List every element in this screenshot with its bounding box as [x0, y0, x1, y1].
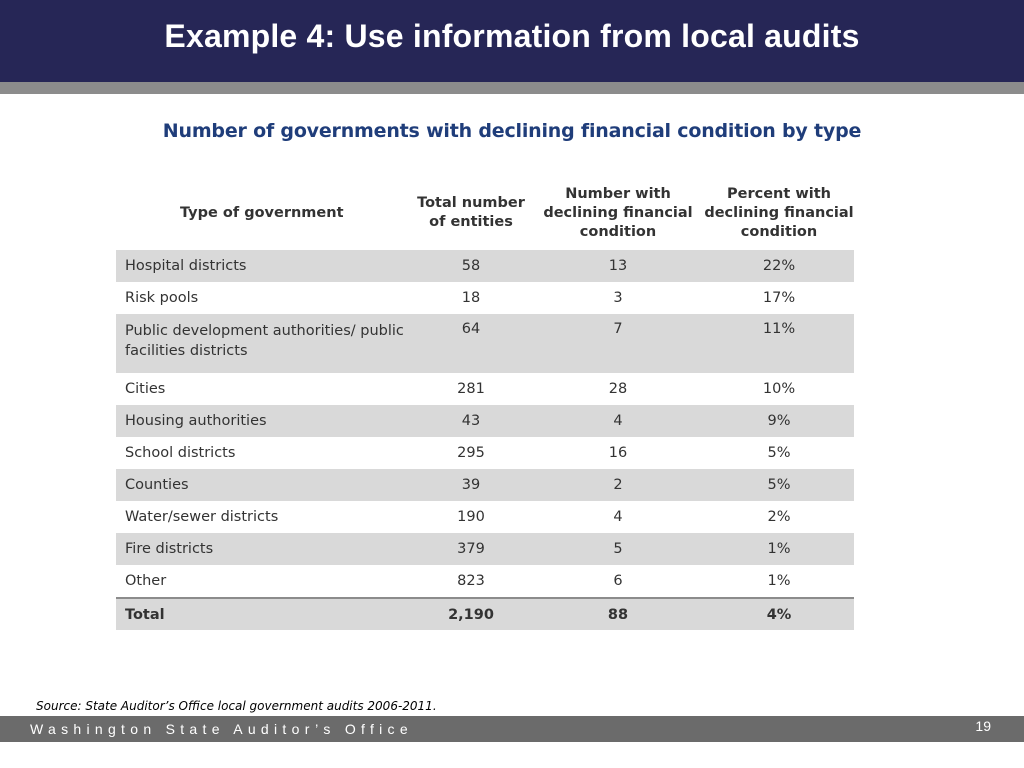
cell-type: Housing authorities	[116, 405, 410, 437]
column-header-declining: Number with declining financial condition	[532, 180, 704, 248]
cell-declining: 16	[608, 445, 628, 461]
column-header-type: Type of government	[116, 180, 410, 248]
cell-total: 43	[410, 405, 532, 437]
cell-percent: 5%	[704, 469, 854, 501]
title-bar	[0, 0, 1024, 82]
cell-total: 64	[410, 314, 532, 373]
table-row	[116, 437, 854, 469]
source-note: Source: State Auditor’s Office local government audits 2006-2011.	[36, 699, 437, 713]
cell-declining: 3	[613, 290, 623, 306]
cell-total: 281	[457, 381, 485, 397]
cell-declining: 2	[532, 469, 704, 501]
cell-type: Fire districts	[116, 533, 410, 565]
cell-percent: 5%	[767, 445, 791, 461]
cell-type: School districts	[125, 445, 236, 461]
cell-percent: 4%	[704, 598, 854, 630]
table-row	[116, 565, 854, 598]
cell-type: Hospital districts	[116, 248, 410, 282]
cell-percent: 10%	[762, 381, 796, 397]
cell-declining: 5	[532, 533, 704, 565]
slide-title: Example 4: Use information from local audits	[164, 18, 860, 54]
table-row	[116, 533, 854, 565]
cell-percent: 9%	[704, 405, 854, 437]
cell-declining: 4	[613, 509, 623, 525]
footer-organization: Washington State Auditor’s Office	[30, 721, 413, 737]
cell-declining: 7	[532, 314, 704, 373]
cell-declining: 28	[608, 381, 628, 397]
cell-percent: 1%	[704, 533, 854, 565]
table-row	[116, 469, 854, 501]
table-row	[116, 314, 854, 373]
cell-total: 39	[410, 469, 532, 501]
cell-percent: 17%	[762, 290, 796, 306]
cell-type: Public development authorities/ public facilities districts	[116, 314, 410, 373]
cell-total: 58	[410, 248, 532, 282]
cell-percent: 1%	[767, 573, 791, 589]
cell-type: Cities	[125, 381, 166, 397]
cell-total: 2,190	[410, 598, 532, 630]
cell-declining: 13	[532, 248, 704, 282]
cell-percent: 2%	[767, 509, 791, 525]
footer-bar	[0, 716, 1024, 742]
title-divider	[0, 82, 1024, 94]
table-row	[116, 248, 854, 282]
table-row	[116, 405, 854, 437]
data-table	[116, 180, 854, 630]
table-row	[116, 501, 854, 533]
government-table	[116, 180, 854, 630]
table-row	[116, 282, 854, 314]
cell-type: Counties	[116, 469, 410, 501]
column-header-total: Total number of entities	[410, 180, 532, 248]
cell-total: 190	[457, 509, 485, 525]
table-header-row	[116, 180, 854, 248]
cell-total: 295	[457, 445, 485, 461]
table-caption: Number of governments with declining financial condition by type	[162, 120, 862, 142]
cell-total: 823	[457, 573, 485, 589]
cell-total: 379	[410, 533, 532, 565]
cell-type: Water/sewer districts	[125, 509, 279, 525]
cell-percent: 11%	[704, 314, 854, 373]
cell-total: 18	[461, 290, 481, 306]
cell-type: Risk pools	[125, 290, 199, 306]
column-header-percent: Percent with declining financial condition	[704, 180, 854, 248]
cell-declining: 6	[613, 573, 623, 589]
cell-percent: 22%	[704, 248, 854, 282]
cell-type: Other	[125, 573, 167, 589]
table-row	[116, 373, 854, 405]
cell-type: Total	[116, 598, 410, 630]
cell-declining: 4	[532, 405, 704, 437]
page-number: 19	[975, 718, 991, 734]
cell-declining: 88	[532, 598, 704, 630]
table-total-row	[116, 598, 854, 630]
